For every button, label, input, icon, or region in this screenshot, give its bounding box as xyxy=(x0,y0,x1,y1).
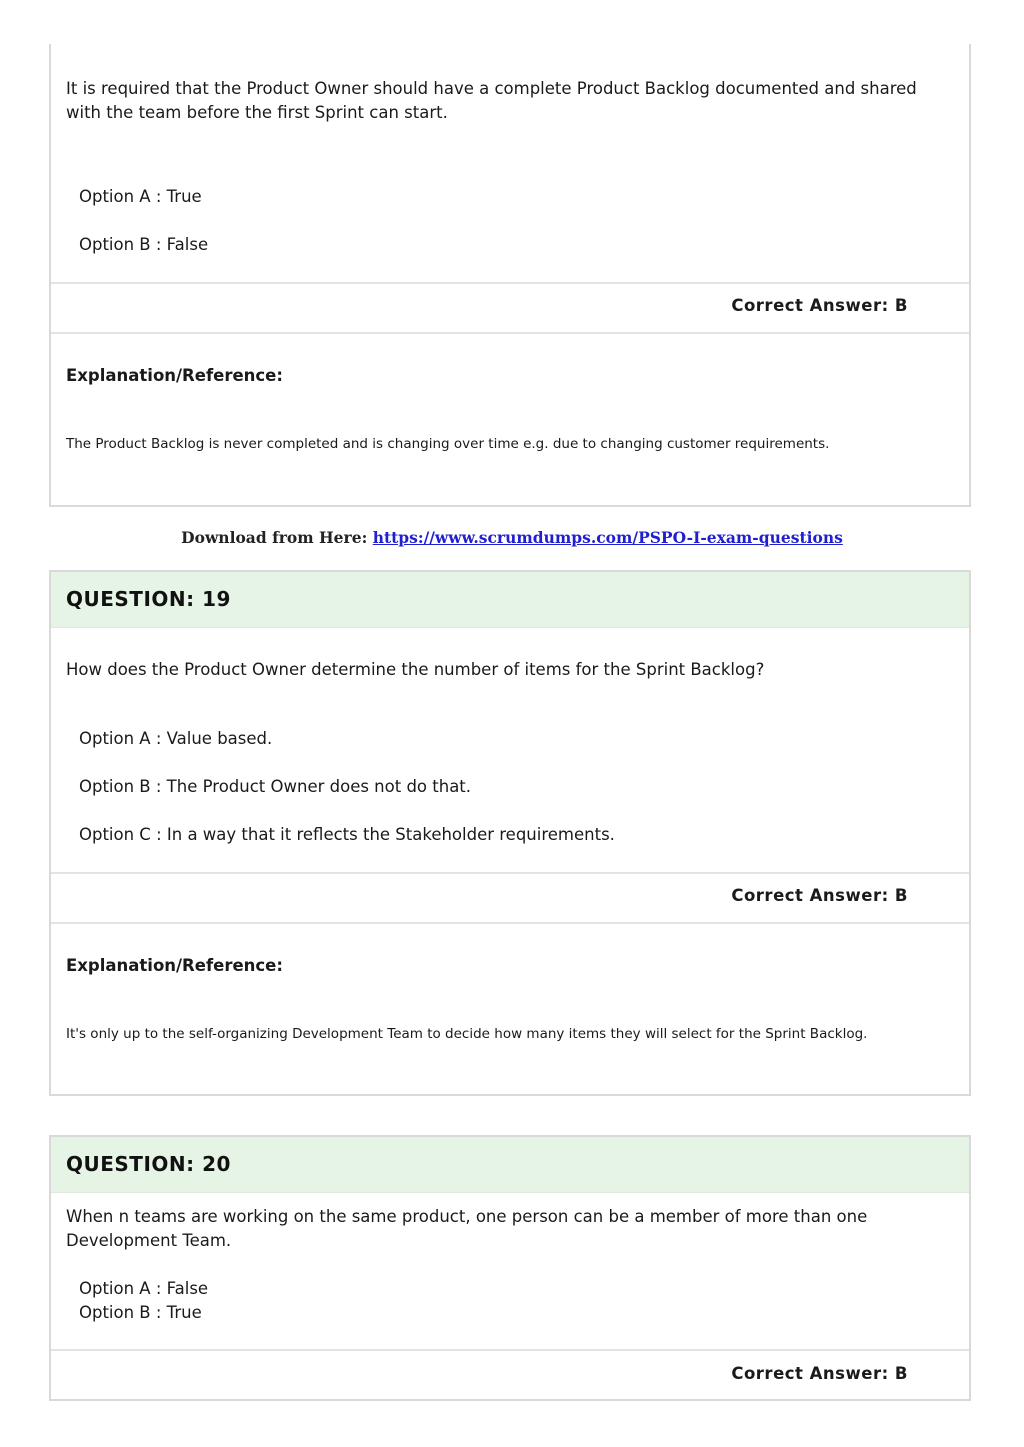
option-a: Option A : False xyxy=(79,1279,209,1298)
question-text: How does the Product Owner determine the number of items for the Sprint Backlog? xyxy=(66,660,765,679)
question-text: When n teams are working on the same product, one person can be a member of more than one Development Team. xyxy=(66,1207,868,1250)
question-card-20 xyxy=(49,1135,971,1401)
option-b: Option B : False xyxy=(79,235,209,254)
correct-answer: Correct Answer: B xyxy=(731,1364,908,1383)
question-title: QUESTION: 20 xyxy=(66,1152,231,1176)
correct-answer: Correct Answer: B xyxy=(731,296,908,315)
divider xyxy=(51,872,969,874)
question-card-19 xyxy=(49,570,971,1096)
option-b: Option B : True xyxy=(79,1303,202,1322)
question-title: QUESTION: 19 xyxy=(66,587,231,611)
divider xyxy=(51,1349,969,1351)
download-line xyxy=(0,528,1024,547)
option-b: Option B : The Product Owner does not do that. xyxy=(79,777,472,796)
explanation-text: The Product Backlog is never completed and is changing over time e.g. due to changing customer requirements. xyxy=(66,436,830,452)
divider xyxy=(51,332,969,334)
divider xyxy=(51,282,969,284)
correct-answer: Correct Answer: B xyxy=(731,886,908,905)
download-label: Download from Here: xyxy=(181,528,368,547)
question-text: It is required that the Product Owner should have a complete Product Backlog documented and shared with the team before the first Sprint can start. xyxy=(66,79,917,122)
explanation-label: Explanation/Reference: xyxy=(66,366,283,385)
explanation-label: Explanation/Reference: xyxy=(66,956,283,975)
explanation-text: It's only up to the self-organizing Development Team to decide how many items they will select for the Sprint Backlog. xyxy=(66,1026,868,1042)
question-card-18 xyxy=(49,44,971,507)
divider xyxy=(51,922,969,924)
option-a: Option A : True xyxy=(79,187,202,206)
question-header xyxy=(51,1137,969,1193)
option-a: Option A : Value based. xyxy=(79,729,273,748)
download-link[interactable]: https://www.scrumdumps.com/PSPO-I-exam-questions xyxy=(372,528,843,547)
question-header xyxy=(51,572,969,628)
option-c: Option C : In a way that it reflects the Stakeholder requirements. xyxy=(79,825,615,844)
